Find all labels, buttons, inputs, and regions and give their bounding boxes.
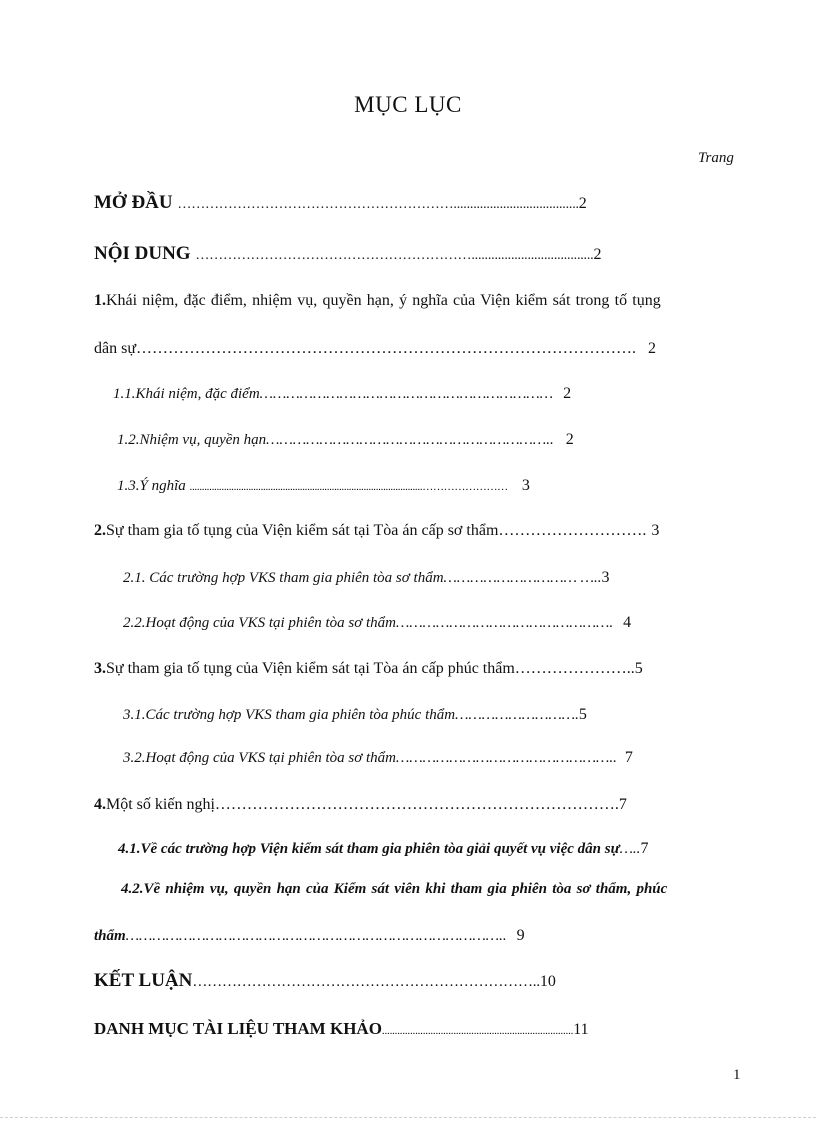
toc-leader: ...........................................................................	[381, 1025, 574, 1037]
toc-leader: ………………………………………….	[396, 615, 614, 631]
toc-number: 1	[94, 292, 102, 309]
toc-label: 3.2.Hoạt động của VKS tại phiên tòa sơ thẩm	[123, 750, 396, 766]
toc-leader: …………………………………………………….....................................	[195, 248, 594, 263]
toc-entry-1-1[interactable]	[113, 385, 571, 403]
toc-leader: ……………………….	[498, 522, 647, 539]
toc-page: 11	[573, 1021, 589, 1038]
page-edge-divider	[0, 1117, 816, 1118]
toc-entry-section-3[interactable]: 3.Sự tham gia tố tụng của Viện kiểm sát tại Tòa án cấp phúc thẩm…………………..5	[94, 660, 643, 677]
toc-page: 10	[539, 973, 556, 990]
toc-entry-4-1[interactable]	[118, 840, 648, 858]
toc-leader: ……………………………………………………......................................	[177, 197, 579, 212]
toc-entry-tai-lieu[interactable]	[94, 1019, 589, 1039]
toc-label: 4.1.Về các trường hợp Viện kiểm sát tham gia phiên tòa giải quyết vụ việc dân sự	[118, 841, 620, 857]
toc-entry-noi-dung[interactable]	[94, 243, 601, 265]
toc-entry-4-2[interactable]	[121, 881, 667, 898]
toc-label: dân sự	[94, 340, 136, 357]
toc-number: 2	[94, 522, 102, 539]
toc-entry-section-4[interactable]: 4.Một số kiến nghị………………………………………………………………….7	[94, 796, 627, 813]
toc-page: 3	[601, 569, 610, 586]
toc-entry-section-2[interactable]: 2.Sự tham gia tố tụng của Viện kiểm sát tại Tòa án cấp sơ thẩm………………………. 3	[94, 522, 660, 539]
toc-label: KẾT LUẬN	[94, 970, 193, 991]
toc-label: 4.2.Về nhiệm vụ, quyền hạn của Kiểm sát viên khi tham gia phiên tòa sơ thẩm, phúc	[121, 881, 668, 897]
page-title: MỤC LỤC	[354, 92, 462, 117]
toc-page: 2	[563, 385, 572, 402]
toc-entry-ket-luan[interactable]	[94, 970, 556, 992]
toc-leader: ...............................................................................................……………………	[189, 481, 508, 493]
toc-leader: …………………………………………………………	[259, 386, 554, 402]
toc-leader: ………………………… …..	[443, 570, 602, 586]
toc-entry-3-1[interactable]	[123, 706, 587, 724]
toc-label: 2.1. Các trường hợp VKS tham gia phiên tòa sơ thẩm	[123, 570, 444, 586]
toc-entry-2-1[interactable]	[123, 569, 610, 587]
toc-leader: …………………………………………..	[396, 750, 617, 766]
toc-leader: ………………………………………………………………………………….	[136, 340, 636, 357]
toc-label: Khái niệm, đặc điểm, nhiệm vụ, quyền hạn, ý nghĩa của Viện kiểm sát trong tố tụng	[106, 292, 661, 309]
page-column-label: Trang	[698, 150, 734, 166]
toc-leader: ……………………….	[455, 707, 579, 723]
toc-page: 3	[521, 477, 530, 494]
toc-entry-section-1-cont[interactable]	[94, 340, 656, 358]
toc-page: 2	[565, 431, 574, 448]
toc-page: 5	[578, 706, 587, 723]
toc-number: 3	[94, 660, 102, 677]
toc-entry-2-2[interactable]	[123, 614, 631, 632]
toc-label: 1.2.Nhiệm vụ, quyền hạn	[117, 432, 267, 448]
toc-number: 4	[94, 796, 102, 813]
toc-entry-4-2-cont[interactable]	[94, 927, 525, 945]
toc-label: 3.1.Các trường hợp VKS tham gia phiên tòa phúc thẩm	[123, 707, 456, 723]
toc-page: 2	[578, 195, 587, 212]
toc-leader: …………………..	[514, 660, 635, 677]
toc-label: 1.3.Ý nghĩa	[117, 478, 186, 494]
toc-leader: ………………………………………………………………….	[214, 796, 619, 813]
toc-page: 9	[516, 927, 525, 944]
toc-label: Sự tham gia tố tụng của Viện kiểm sát tại Tòa án cấp sơ thẩm	[106, 522, 499, 539]
toc-page: 2	[648, 340, 656, 357]
toc-leader: ……………………………………………………………..	[192, 974, 540, 990]
toc-label: Sự tham gia tố tụng của Viện kiểm sát tại Tòa án cấp phúc thẩm	[106, 660, 515, 677]
toc-label: MỞ ĐẦU	[94, 192, 173, 213]
toc-page: 4	[623, 614, 632, 631]
toc-entry-1-2[interactable]	[117, 431, 574, 449]
toc-entry-1-3[interactable]	[117, 477, 530, 495]
toc-entry-section-1[interactable]: 1.Khái niệm, đặc điểm, nhiệm vụ, quyền hạn, ý nghĩa của Viện kiểm sát trong tố tụng	[94, 292, 661, 309]
toc-page: 7	[618, 796, 627, 813]
toc-label: NỘI DUNG	[94, 243, 191, 264]
toc-entry-mo-dau[interactable]	[94, 192, 587, 214]
toc-label: 2.2.Hoạt động của VKS tại phiên tòa sơ thẩm	[123, 615, 396, 631]
page-number: 1	[733, 1067, 741, 1083]
toc-label: DANH MỤC TÀI LIỆU THAM KHẢO	[94, 1019, 382, 1038]
toc-page: 7	[624, 749, 633, 766]
toc-entry-3-2[interactable]	[123, 749, 633, 767]
toc-page: 5	[634, 660, 643, 677]
toc-label: Một số kiến nghị	[106, 796, 215, 813]
toc-label: thẩm	[94, 928, 126, 944]
toc-page: 3	[651, 522, 660, 539]
toc-page: 2	[593, 246, 602, 263]
toc-leader: …..	[619, 841, 641, 857]
toc-page: 7	[640, 840, 649, 857]
toc-leader: …………………………………………………………………………..	[125, 928, 507, 944]
toc-leader: ………………………………………………………..	[266, 432, 554, 448]
toc-label: 1.1.Khái niệm, đặc điểm	[113, 386, 260, 402]
